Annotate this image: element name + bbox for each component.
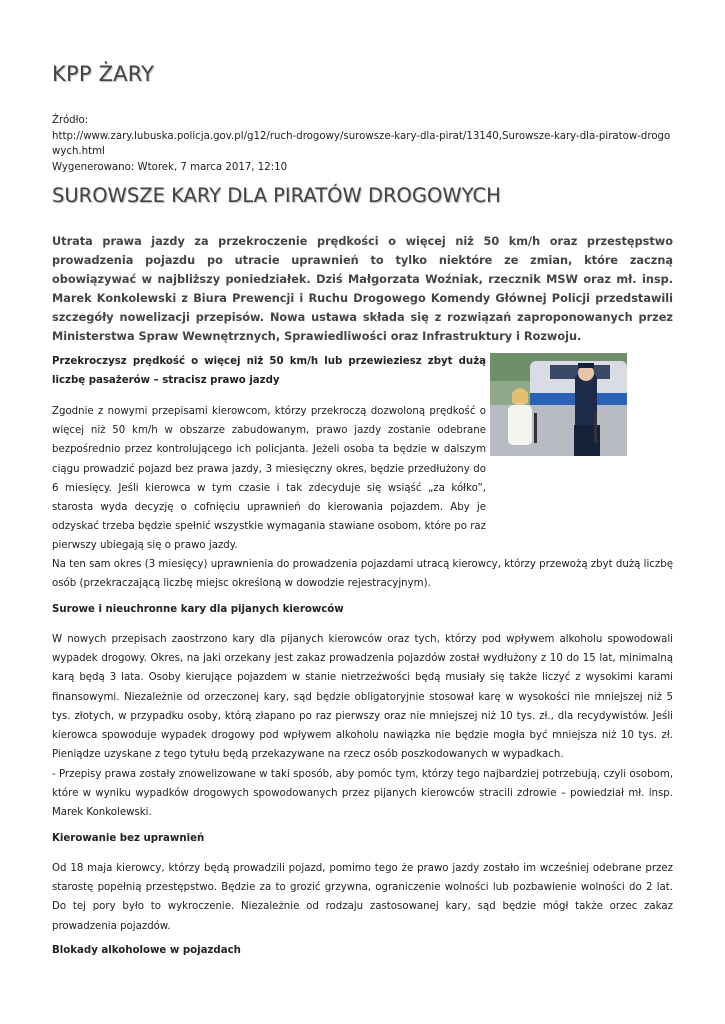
- article-photo: [490, 353, 627, 456]
- section2-heading: Surowe i nieuchronne kary dla pijanych kierowców: [52, 604, 344, 615]
- section4-heading: Blokady alkoholowe w pojazdach: [52, 945, 241, 956]
- section1-paragraph-2: Na ten sam okres (3 miesięcy) uprawnienia do prowadzenia pojazdami utracą kierowcy, którzy przewożą zbyt dużą liczbę osób (przekraczającą liczbę miejsc określoną w dowodzie rejestracyjnym).: [52, 559, 673, 590]
- site-title: KPP ŻARY: [52, 62, 155, 86]
- source-label: Źródło:: [52, 115, 89, 126]
- source-meta: [52, 113, 677, 175]
- article-lead: Utrata prawa jazdy za przekroczenie prędkości o więcej niż 50 km/h oraz przestępstwo prowadzenia pojazdu po utracie uprawnień to tylko niektóre ze zmian, które zaczną obowiązywać w najbliższy poniedziałek. Dziś Małgorzata Woźniak, rzecznik MSW oraz mł. insp. Marek Konkolewski z Biura Prewencji i Ruchu Drogowego Komendy Głównej Policji przedstawili szczegóły nowelizacji przepisów. Nowa ustawa składa się z rozwiązań zaproponowanych przez Ministerstwa Spraw Wewnętrznych, Sprawiedliwości oraz Infrastruktury i Rozwoju.: [52, 235, 673, 343]
- source-url[interactable]: http://www.zary.lubuska.policja.gov.pl/g12/ruch-drogowy/surowsze-kary-dla-pirat/13140,Surowsze-kary-dla-piratow-drogowych.html: [52, 130, 671, 157]
- section1-paragraph-1: Zgodnie z nowymi przepisami kierowcom, którzy przekroczą dozwoloną prędkość o więcej niż 50 km/h w obszarze zabudowanym, prawo jazdy zostanie odebrane bezpośrednio przez kontrolującego ich policjanta. Jeżeli osoba ta będzie w dalszym ciągu prowadzić pojazd bez prawa jazdy, 3 miesięczny okres, będzie przedłużony do 6 miesięcy. Jeśli kierowca w tym czasie i tak zdecyduje się wsiąść „za kółko”, starosta wyda decyzję o cofnięciu uprawnień do kierowania pojazdem. Aby je odzyskać trzeba będzie spełnić wszystkie wymagania stawiane osobom, które po raz pierwszy ubiegają się o prawo jazdy.: [52, 406, 486, 552]
- section2-paragraph-1: W nowych przepisach zaostrzono kary dla pijanych kierowców oraz tych, którzy pod wpływem alkoholu spowodowali wypadek drogowy. Okres, na jaki orzekany jest zakaz prowadzenia pojazdów został wydłużony z 10 do 15 lat, minimalną karą będą 3 lata. Osoby kierujące pojazdem w stanie nietrzeźwości będą musiały się także liczyć z wysokimi karami finansowymi. Niezależnie od orzeczonej kary, sąd będzie obligatoryjnie stosował karę w wysokości nie mniejszej niż 5 tys. złotych, w przypadku osoby, którą złapano po raz pierwszy oraz nie mniejszej niż 10 tys. zł., dla recydywistów. Jeśli kierowca spowoduje wypadek drogowy pod wpływem alkoholu nawiązka nie będzie mogła być mniejsza niż 10 tys. zł. Pieniądze uzyskane z tego tytułu będą przekazywane na rzecz osób poszkodowanych w wypadkach.: [52, 634, 673, 761]
- section3-paragraph-1: Od 18 maja kierowcy, którzy będą prowadzili pojazd, pomimo tego że prawo jazdy zostało im wcześniej odebrane przez starostę popełnią przestępstwo. Będzie za to grozić grzywna, ograniczenie wolności lub pozbawienie wolności do 2 lat. Do tej pory było to wykroczenie. Niezależnie od rodzaju zastosowanej kary, sąd będzie mógł także orzec zakaz prowadzenia pojazdów.: [52, 863, 673, 932]
- section2-paragraph-2: - Przepisy prawa zostały znowelizowane w taki sposób, aby pomóc tym, którzy tego najbardziej potrzebują, czyli osobom, które w wyniku wypadków drogowych spowodowanych przez pijanych kierowców stracili zdrowie – powiedział mł. insp. Marek Konkolewski.: [52, 769, 673, 819]
- section3-heading: Kierowanie bez uprawnień: [52, 833, 205, 844]
- section1-heading: Przekroczysz prędkość o więcej niż 50 km/h lub przewieziesz zbyt dużą liczbę pasażerów – stracisz prawo jazdy: [52, 356, 486, 387]
- generated-date: Wygenerowano: Wtorek, 7 marca 2017, 12:10: [52, 161, 288, 173]
- article-title: SUROWSZE KARY DLA PIRATÓW DROGOWYCH: [52, 184, 501, 207]
